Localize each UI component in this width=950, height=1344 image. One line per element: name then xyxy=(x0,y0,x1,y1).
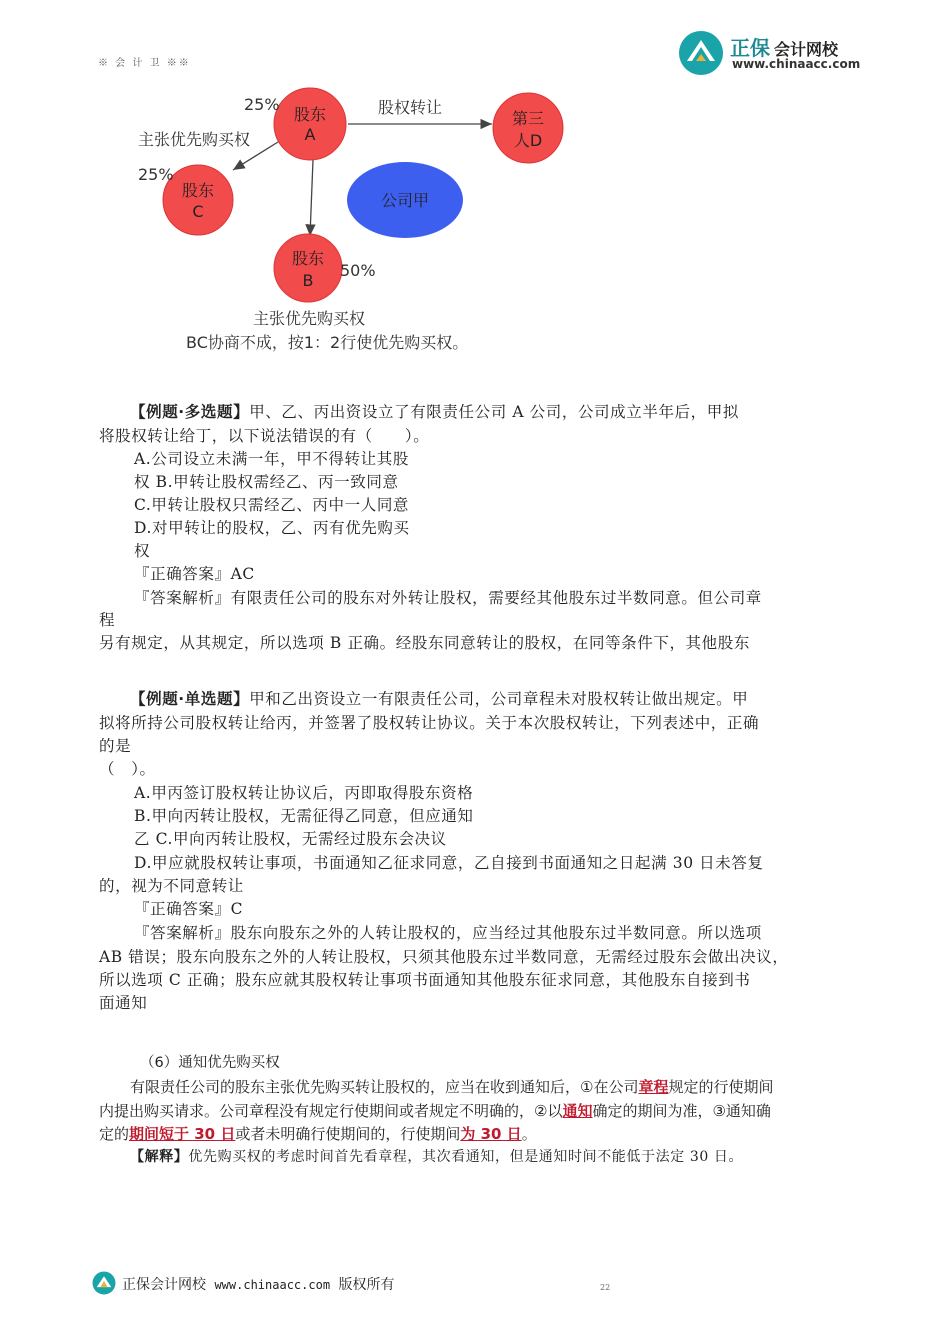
footer-brand: 正保会计网校 xyxy=(122,1277,206,1293)
node-b-line1: 股东 xyxy=(291,249,325,268)
q2-analysis-line3: 所以选项 C 正确；股东应就其股权转让事项书面通知其他股东征求同意，其他股东自接到书 xyxy=(99,971,751,989)
footer-logo-icon xyxy=(92,1271,116,1295)
q2-option-d: D.甲应就股权转让事项，书面通知乙征求同意，乙自接到书面通知之日起满 30 日未答复 xyxy=(134,854,764,872)
q1-option-a: A.公司设立未满一年，甲不得转让其股 xyxy=(134,450,409,468)
section6-note: 【解释】优先购买权的考虑时间首先看章程，其次看通知，但是通知时间不能低于法定 30 日。 xyxy=(130,1149,744,1165)
node-a-line1: 股东 xyxy=(293,105,327,124)
transfer-label: 股权转让 xyxy=(378,98,443,117)
footer-rights: 版权所有 xyxy=(338,1277,395,1293)
keyword-30-days: 为 30 日 xyxy=(460,1125,522,1143)
page-number: 22 xyxy=(600,1283,611,1292)
q1-option-d-cont: 权 xyxy=(134,542,151,560)
node-d-line2: 人D xyxy=(513,131,543,150)
brand-logo-icon xyxy=(678,30,724,76)
brand-url: www.chinaacc.com xyxy=(732,57,861,71)
node-c-line2: C xyxy=(192,202,204,221)
q1-option-b: 权 B.甲转让股权需经乙、丙一致同意 xyxy=(134,473,399,491)
claim-c-label: 主张优先购买权 xyxy=(138,130,251,149)
q2-option-a: A.甲丙签订股权转让协议后，丙即取得股东资格 xyxy=(134,784,474,802)
node-a-pct: 25% xyxy=(244,95,280,114)
top-left-fragment: ※ 会 计 卫 ※※ xyxy=(98,58,191,69)
q2-option-d-cont: 的，视为不同意转让 xyxy=(99,877,244,895)
q2-analysis-line2: AB 错误；股东向股东之外的人转让股权，只须其他股东过半数同意，无需经过股东会做出决议， xyxy=(99,948,789,966)
node-shareholder-b xyxy=(274,234,342,302)
node-b-pct: 50% xyxy=(340,261,376,280)
q1-option-d: D.对甲转让的股权，乙、丙有优先购买 xyxy=(134,519,410,537)
footer xyxy=(92,1271,852,1297)
node-a-line2: A xyxy=(304,125,316,144)
brand-logo xyxy=(678,30,878,74)
footer-url: www.chinaacc.com xyxy=(214,1278,331,1292)
section6-para-line3: 定的期间短于 30 日或者未明确行使期间的，行使期间为 30 日。 xyxy=(99,1125,537,1143)
node-c-line1: 股东 xyxy=(181,181,215,200)
q2-option-b: B.甲向丙转让股权，无需征得乙同意，但应通知 xyxy=(134,807,474,825)
q2-analysis-line1: 『答案解析』股东向股东之外的人转让股权的，应当经过其他股东过半数同意。所以选项 xyxy=(134,924,762,942)
section6-para-line1: 有限责任公司的股东主张优先购买转让股权的，应当在收到通知后，①在公司章程规定的行使期间 xyxy=(130,1078,774,1096)
diagram-note: BC协商不成，按1：2行使优先购买权。 xyxy=(186,333,469,352)
note-tag: 【解释】 xyxy=(130,1149,189,1165)
company-label: 公司甲 xyxy=(380,191,430,210)
q2-stem-line2: 拟将所持公司股权转让给丙，并签署了股权转让协议。关于本次股权转让，下列表述中，正确 xyxy=(99,714,760,732)
section6-para-line2: 内提出购买请求。公司章程没有规定行使期间或者规定不明确的，②以通知确定的期间为准，③通知确 xyxy=(99,1102,771,1120)
node-c-pct: 25% xyxy=(138,165,174,184)
q1-analysis-line2: 程 xyxy=(99,611,116,629)
node-d-line1: 第三 xyxy=(511,109,545,128)
keyword-charter: 章程 xyxy=(638,1078,669,1096)
claim-b-label: 主张优先购买权 xyxy=(253,309,366,328)
arrow-a-to-b xyxy=(310,160,313,236)
q2-stem-line1: 【例题·单选题】甲和乙出资设立一有限责任公司，公司章程未对股权转让做出规定。甲 xyxy=(130,690,749,708)
q1-analysis-cutoff: 另有规定，从其规定，所以选项 B 正确。经股东同意转让的股权，在同等条件下，其他股东 xyxy=(99,634,750,652)
q2-stem-line3: 的是 xyxy=(99,737,132,755)
q1-answer: 『正确答案』AC xyxy=(134,565,255,583)
equity-transfer-diagram xyxy=(120,80,600,370)
q1-stem-line1: 【例题·多选题】甲、乙、丙出资设立了有限责任公司 A 公司，公司成立半年后，甲拟 xyxy=(130,403,739,421)
q1-analysis-line1: 『答案解析』有限责任公司的股东对外转让股权，需要经其他股东过半数同意。但公司章 xyxy=(134,589,762,607)
keyword-notice: 通知 xyxy=(562,1102,593,1120)
section6-title: （6）通知优先购买权 xyxy=(140,1055,280,1071)
node-shareholder-a xyxy=(274,88,346,160)
brand-name: 正保 xyxy=(730,36,770,60)
node-b-line2: B xyxy=(302,271,314,290)
q2-tag: 【例题·单选题】 xyxy=(130,690,250,708)
brand-sub: 会计网校 xyxy=(774,40,839,59)
q1-tag: 【例题·多选题】 xyxy=(130,403,250,421)
q1-option-c: C.甲转让股权只需经乙、丙中一人同意 xyxy=(134,496,410,514)
q2-stem-line4: （ ）。 xyxy=(99,760,156,778)
keyword-period-short: 期间短于 30 日 xyxy=(129,1125,236,1143)
node-third-party-d xyxy=(493,93,563,163)
q2-analysis-line4: 面通知 xyxy=(99,994,148,1012)
q2-answer: 『正确答案』C xyxy=(134,900,244,918)
q1-stem-line2: 将股权转让给丁，以下说法错误的有（ ）。 xyxy=(99,427,430,445)
q2-option-c: 乙 C.甲向丙转让股权，无需经过股东会决议 xyxy=(134,830,447,848)
